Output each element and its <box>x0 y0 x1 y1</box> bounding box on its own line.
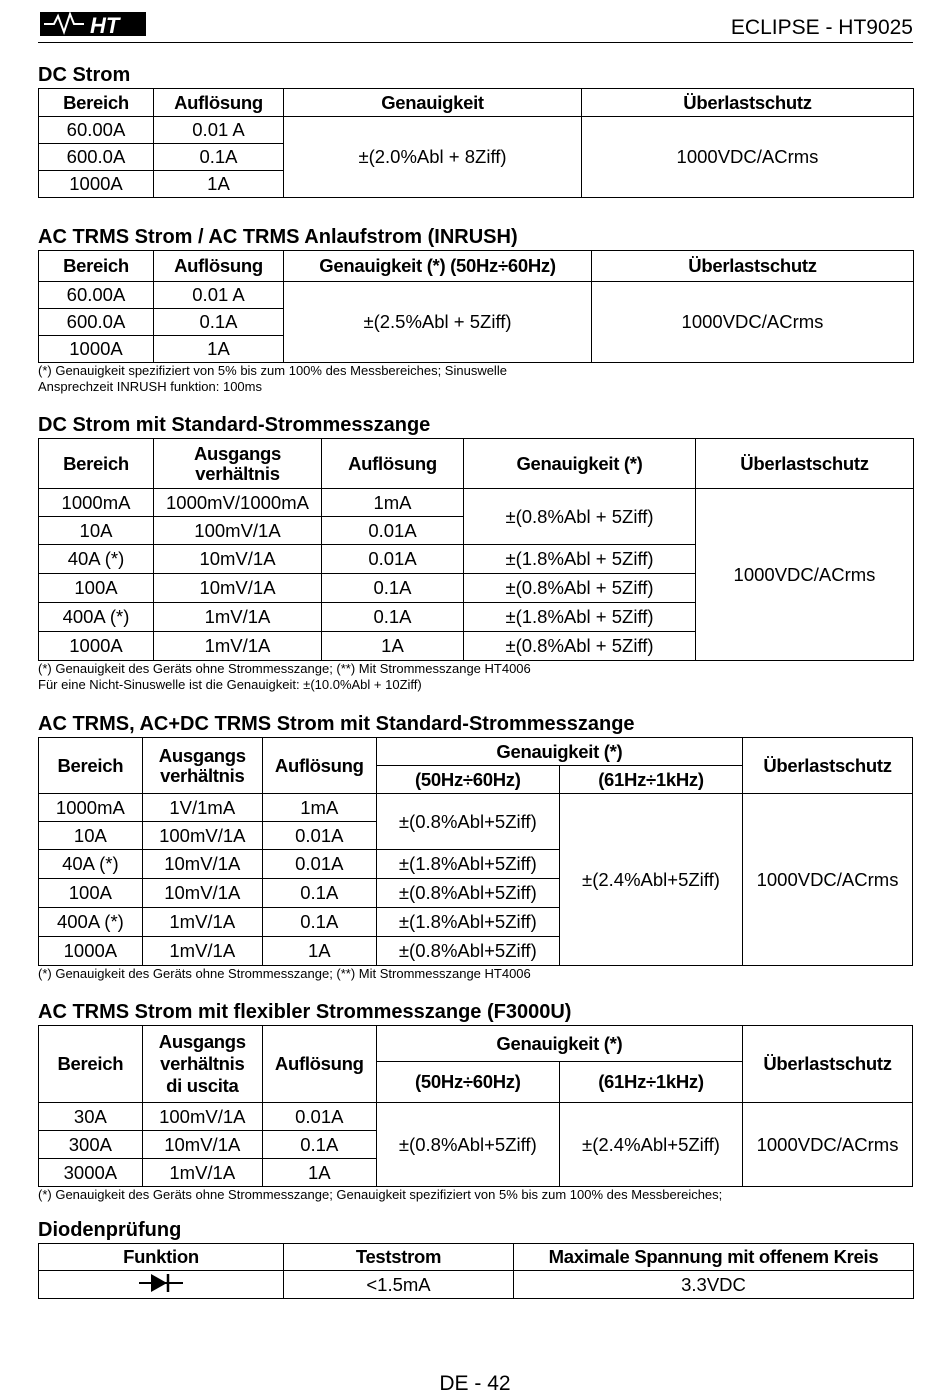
col-header: Überlastschutz <box>743 1026 913 1103</box>
col-header: Auflösung <box>154 251 284 282</box>
resolution-cell: 0.01 A <box>154 117 284 144</box>
col-header: Funktion <box>39 1244 284 1271</box>
ratio-cell: 100mV/1A <box>154 517 322 545</box>
resolution-cell: 1A <box>154 336 284 363</box>
col-header: Ausgangs verhältnis <box>142 738 262 794</box>
diode-section <box>38 1217 913 1299</box>
col-header: Auflösung <box>262 738 376 794</box>
ratio-cell: 1mV/1A <box>142 1159 262 1187</box>
range-cell: 40A (*) <box>39 850 143 879</box>
range-cell: 3000A <box>39 1159 143 1187</box>
accuracy-cell: ±(1.8%Abl+5Ziff) <box>376 850 559 879</box>
range-cell: 400A (*) <box>39 603 154 632</box>
resolution-cell: 0.1A <box>262 879 376 908</box>
accuracy-cell: ±(0.8%Abl+5Ziff) <box>376 1103 559 1187</box>
resolution-cell: 0.01 A <box>154 282 284 309</box>
resolution-cell: 1mA <box>322 489 464 517</box>
footnote: Für eine Nicht-Sinuswelle ist die Genauigkeit: ±(10.0%Abl + 10Ziff) <box>38 677 422 692</box>
flex-zange-table <box>38 1025 913 1187</box>
ratio-cell: 10mV/1A <box>142 879 262 908</box>
range-cell: 60.00A <box>39 282 154 309</box>
col-header: Überlastschutz <box>582 89 914 117</box>
dc-zange-table <box>38 438 914 661</box>
footnote: Ansprechzeit INRUSH funktion: 100ms <box>38 379 262 394</box>
range-cell: 1000A <box>39 937 143 966</box>
resolution-cell: 0.01A <box>262 850 376 879</box>
range-cell: 1000mA <box>39 489 154 517</box>
col-subheader: (61Hz÷1kHz) <box>559 1062 742 1103</box>
range-cell: 100A <box>39 879 143 908</box>
resolution-cell: 0.1A <box>322 574 464 603</box>
accuracy-high-cell: ±(2.4%Abl+5Ziff) <box>559 1103 742 1187</box>
col-header: Genauigkeit (*) <box>376 1026 742 1062</box>
voltage-cell: 3.3VDC <box>514 1271 914 1299</box>
ratio-cell: 10mV/1A <box>154 545 322 574</box>
col-header: Bereich <box>39 251 154 282</box>
ratio-cell: 1V/1mA <box>142 794 262 822</box>
range-cell: 10A <box>39 822 143 850</box>
col-header: Genauigkeit (*) <box>376 738 742 766</box>
table-row <box>39 1103 913 1131</box>
col-header: Bereich <box>39 439 154 489</box>
table-row <box>39 117 914 144</box>
footnote: (*) Genauigkeit des Geräts ohne Strommesszange; (**) Mit Strommesszange HT4006 <box>38 966 531 981</box>
resolution-cell: 0.1A <box>154 144 284 171</box>
dc-strom-section <box>38 62 913 198</box>
col-header: Überlastschutz <box>592 251 914 282</box>
page-header <box>38 8 913 43</box>
col-subheader: (50Hz÷60Hz) <box>376 1062 559 1103</box>
col-header: Bereich <box>39 1026 143 1103</box>
flex-zange-section <box>38 999 913 1203</box>
section-title: AC TRMS Strom / AC TRMS Anlaufstrom (INRUSH) <box>38 226 518 248</box>
col-header: Maximale Spannung mit offenem Kreis <box>514 1244 914 1271</box>
ratio-cell: 1mV/1A <box>142 908 262 937</box>
col-header: Genauigkeit (*) (50Hz÷60Hz) <box>284 251 592 282</box>
accuracy-cell: ±(2.5%Abl + 5Ziff) <box>284 282 592 363</box>
range-cell: 600.0A <box>39 144 154 171</box>
range-cell: 300A <box>39 1131 143 1159</box>
resolution-cell: 0.1A <box>262 1131 376 1159</box>
range-cell: 1000A <box>39 171 154 198</box>
range-cell: 400A (*) <box>39 908 143 937</box>
protection-cell: 1000VDC/ACrms <box>582 117 914 198</box>
range-cell: 30A <box>39 1103 143 1131</box>
col-header: Auflösung <box>322 439 464 489</box>
ratio-cell: 100mV/1A <box>142 822 262 850</box>
ratio-cell: 1mV/1A <box>154 632 322 661</box>
col-header: Genauigkeit <box>284 89 582 117</box>
col-header: Teststrom <box>284 1244 514 1271</box>
accuracy-cell: ±(1.8%Abl + 5Ziff) <box>464 603 696 632</box>
accuracy-cell: ±(2.0%Abl + 8Ziff) <box>284 117 582 198</box>
ac-zange-table <box>38 737 913 966</box>
ratio-cell: 100mV/1A <box>142 1103 262 1131</box>
protection-cell: 1000VDC/ACrms <box>743 794 913 966</box>
footnote: (*) Genauigkeit des Geräts ohne Strommesszange; Genauigkeit spezifiziert von 5% bis zum 100% des Messbereiches; <box>38 1187 723 1202</box>
ratio-cell: 10mV/1A <box>154 574 322 603</box>
model-title: ECLIPSE - HT9025 <box>730 16 913 39</box>
accuracy-high-cell: ±(2.4%Abl+5Ziff) <box>559 794 742 966</box>
current-cell: <1.5mA <box>284 1271 514 1299</box>
range-cell: 100A <box>39 574 154 603</box>
col-subheader: (61Hz÷1kHz) <box>559 766 742 794</box>
ht-logo <box>38 8 148 40</box>
accuracy-cell: ±(0.8%Abl + 5Ziff) <box>464 489 696 545</box>
section-title: Diodenprüfung <box>38 1219 182 1241</box>
section-title: AC TRMS, AC+DC TRMS Strom mit Standard-Strommesszange <box>38 713 635 735</box>
section-title: AC TRMS Strom mit flexibler Strommesszange (F3000U) <box>38 1001 572 1023</box>
col-header: Überlastschutz <box>696 439 914 489</box>
col-header: Ausgangs verhältnis <box>154 439 322 489</box>
table-row <box>39 282 914 309</box>
footnote: (*) Genauigkeit spezifiziert von 5% bis zum 100% des Messbereiches; Sinuswelle <box>38 363 507 378</box>
resolution-cell: 1A <box>154 171 284 198</box>
ratio-cell: 1mV/1A <box>154 603 322 632</box>
resolution-cell: 1A <box>322 632 464 661</box>
range-cell: 1000mA <box>39 794 143 822</box>
table-row <box>39 794 913 822</box>
protection-cell: 1000VDC/ACrms <box>592 282 914 363</box>
range-cell: 10A <box>39 517 154 545</box>
col-header: Bereich <box>39 738 143 794</box>
range-cell: 1000A <box>39 632 154 661</box>
resolution-cell: 0.01A <box>262 1103 376 1131</box>
table-row <box>39 489 914 517</box>
accuracy-cell: ±(0.8%Abl+5Ziff) <box>376 794 559 850</box>
resolution-cell: 0.1A <box>154 309 284 336</box>
diode-table <box>38 1243 914 1299</box>
section-title: DC Strom mit Standard-Strommesszange <box>38 414 431 436</box>
resolution-cell: 1A <box>262 1159 376 1187</box>
resolution-cell: 0.01A <box>262 822 376 850</box>
ratio-cell: 1mV/1A <box>142 937 262 966</box>
page-number: DE - 42 <box>439 1372 511 1395</box>
footnote: (*) Genauigkeit des Geräts ohne Strommesszange; (**) Mit Strommesszange HT4006 <box>38 661 531 676</box>
accuracy-cell: ±(1.8%Abl+5Ziff) <box>376 908 559 937</box>
resolution-cell: 1mA <box>262 794 376 822</box>
resolution-cell: 0.1A <box>262 908 376 937</box>
diode-icon <box>39 1271 284 1299</box>
resolution-cell: 0.01A <box>322 545 464 574</box>
col-header: Bereich <box>39 89 154 117</box>
svg-text:HT: HT <box>90 13 120 38</box>
accuracy-cell: ±(0.8%Abl + 5Ziff) <box>464 574 696 603</box>
col-subheader: (50Hz÷60Hz) <box>376 766 559 794</box>
ac-strom-table <box>38 250 914 363</box>
accuracy-cell: ±(0.8%Abl + 5Ziff) <box>464 632 696 661</box>
protection-cell: 1000VDC/ACrms <box>743 1103 913 1187</box>
col-header: Auflösung <box>154 89 284 117</box>
section-title: DC Strom <box>38 64 131 86</box>
accuracy-cell: ±(1.8%Abl + 5Ziff) <box>464 545 696 574</box>
accuracy-cell: ±(0.8%Abl+5Ziff) <box>376 937 559 966</box>
range-cell: 60.00A <box>39 117 154 144</box>
range-cell: 1000A <box>39 336 154 363</box>
ac-strom-section <box>38 224 913 395</box>
resolution-cell: 1A <box>262 937 376 966</box>
accuracy-cell: ±(0.8%Abl+5Ziff) <box>376 879 559 908</box>
col-header: Ausgangs verhältnis di uscita <box>142 1026 262 1103</box>
col-header: Überlastschutz <box>743 738 913 794</box>
resolution-cell: 0.1A <box>322 603 464 632</box>
resolution-cell: 0.01A <box>322 517 464 545</box>
protection-cell: 1000VDC/ACrms <box>696 489 914 661</box>
range-cell: 40A (*) <box>39 545 154 574</box>
col-header: Genauigkeit (*) <box>464 439 696 489</box>
ratio-cell: 1000mV/1000mA <box>154 489 322 517</box>
range-cell: 600.0A <box>39 309 154 336</box>
table-row <box>39 1271 914 1299</box>
dc-zange-section <box>38 412 913 693</box>
col-header: Auflösung <box>262 1026 376 1103</box>
ac-zange-section <box>38 711 913 982</box>
dc-strom-table <box>38 88 914 198</box>
ratio-cell: 10mV/1A <box>142 1131 262 1159</box>
ratio-cell: 10mV/1A <box>142 850 262 879</box>
